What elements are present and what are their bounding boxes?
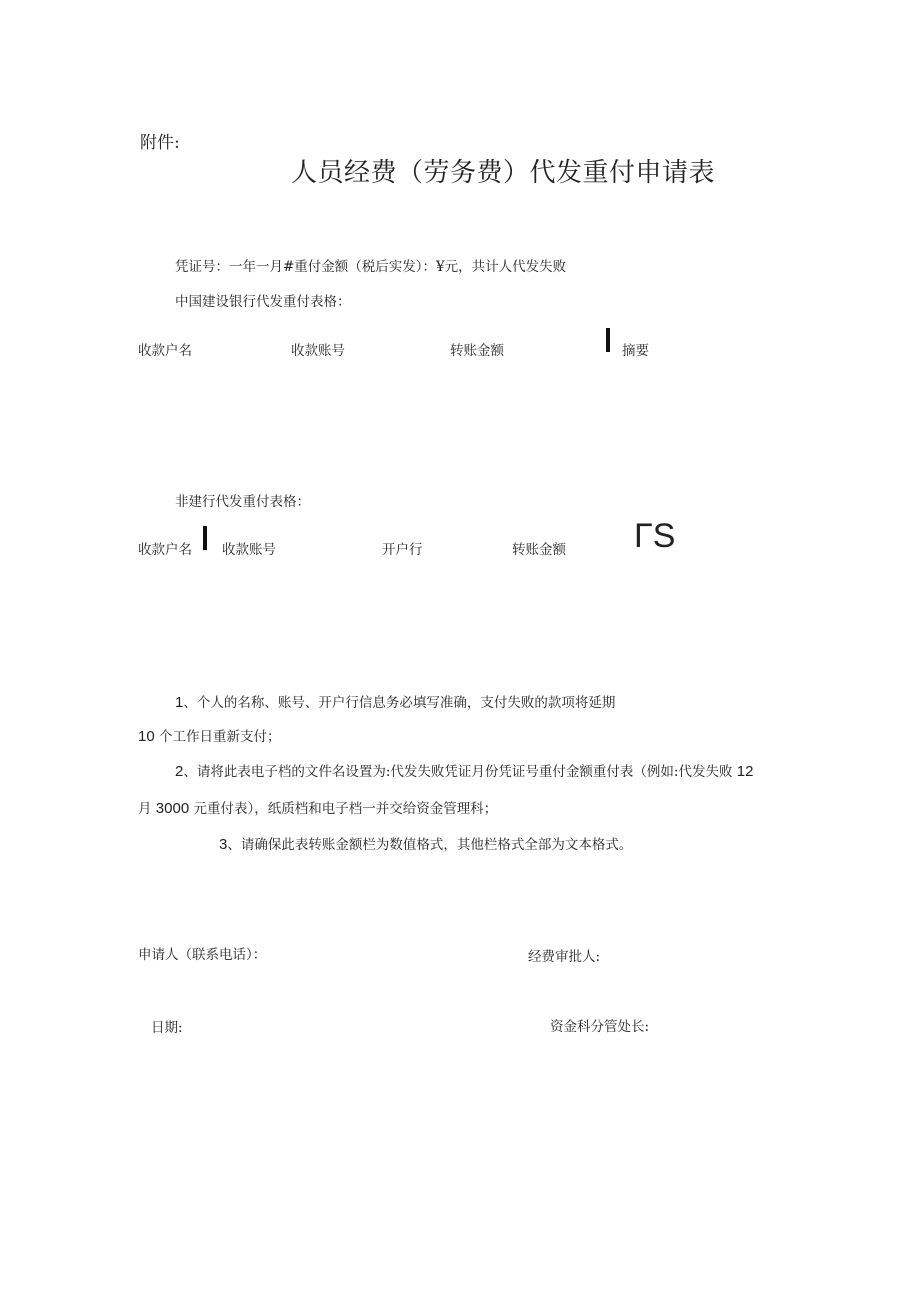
page-title: 人员经费（劳务费）代发重付申请表 — [291, 158, 716, 188]
non-ccb-column-separator — [203, 526, 207, 550]
note-2-continued — [138, 797, 497, 817]
note-2 — [175, 760, 753, 780]
non-ccb-header-payee-name: 收款户名 — [138, 542, 192, 558]
non-ccb-header-transfer-amount: 转账金额 — [512, 542, 566, 558]
note-2-continued-text: 元重付表），纸质档和电子档一并交给资金管理科； — [193, 801, 498, 817]
note-2-example-month: 12 — [736, 763, 754, 780]
ccb-column-separator — [606, 328, 610, 352]
applicant-label: 申请人（联系电话）： — [138, 947, 267, 963]
date-label: 日期: — [151, 1020, 183, 1036]
note-1-number: 1 — [175, 694, 184, 711]
ccb-table-label: 中国建设银行代发重付表格： — [175, 294, 351, 310]
ccb-header-payee-name: 收款户名 — [138, 343, 192, 359]
non-ccb-header-garbled: ΓS — [634, 517, 676, 555]
note-2-example-amount: 3000 — [155, 800, 190, 817]
non-ccb-table-label: 非建行代发重付表格： — [175, 494, 310, 510]
ccb-header-transfer-amount: 转账金额 — [450, 343, 504, 359]
note-1-continued — [138, 725, 280, 745]
note-3-text: 、请确保此表转账金额栏为数值格式，其他栏格式全部为文本格式。 — [227, 837, 633, 853]
section-chief-label: 资金科分管处长: — [550, 1019, 650, 1035]
attachment-label: 附件: — [140, 133, 180, 153]
approver-label: 经费审批人: — [528, 949, 601, 965]
non-ccb-header-account-number: 收款账号 — [222, 542, 276, 558]
note-2-number: 2 — [175, 763, 184, 780]
voucher-line: 凭证号：一年一月#重付金额（税后实发）：¥元，共计人代发失败 — [175, 259, 567, 275]
ccb-header-summary: 摘要 — [622, 343, 649, 359]
non-ccb-header-bank: 开户行 — [382, 542, 423, 558]
note-1-text: 、个人的名称、账号、开户行信息务必填写准确，支付失败的款项将延期 — [183, 695, 616, 711]
note-2-text: 、请将此表电子档的文件名设置为:代发失败凭证月份凭证号重付金额重付表（例如:代发失败 — [183, 764, 733, 780]
ccb-header-account-number: 收款账号 — [291, 343, 345, 359]
note-1-continued-text: 个工作日重新支付； — [158, 729, 281, 745]
note-1-days: 10 — [138, 728, 155, 745]
note-3 — [219, 833, 632, 853]
note-2-month-label: 月 — [138, 801, 152, 817]
note-1 — [175, 691, 615, 711]
note-3-number: 3 — [219, 836, 228, 853]
